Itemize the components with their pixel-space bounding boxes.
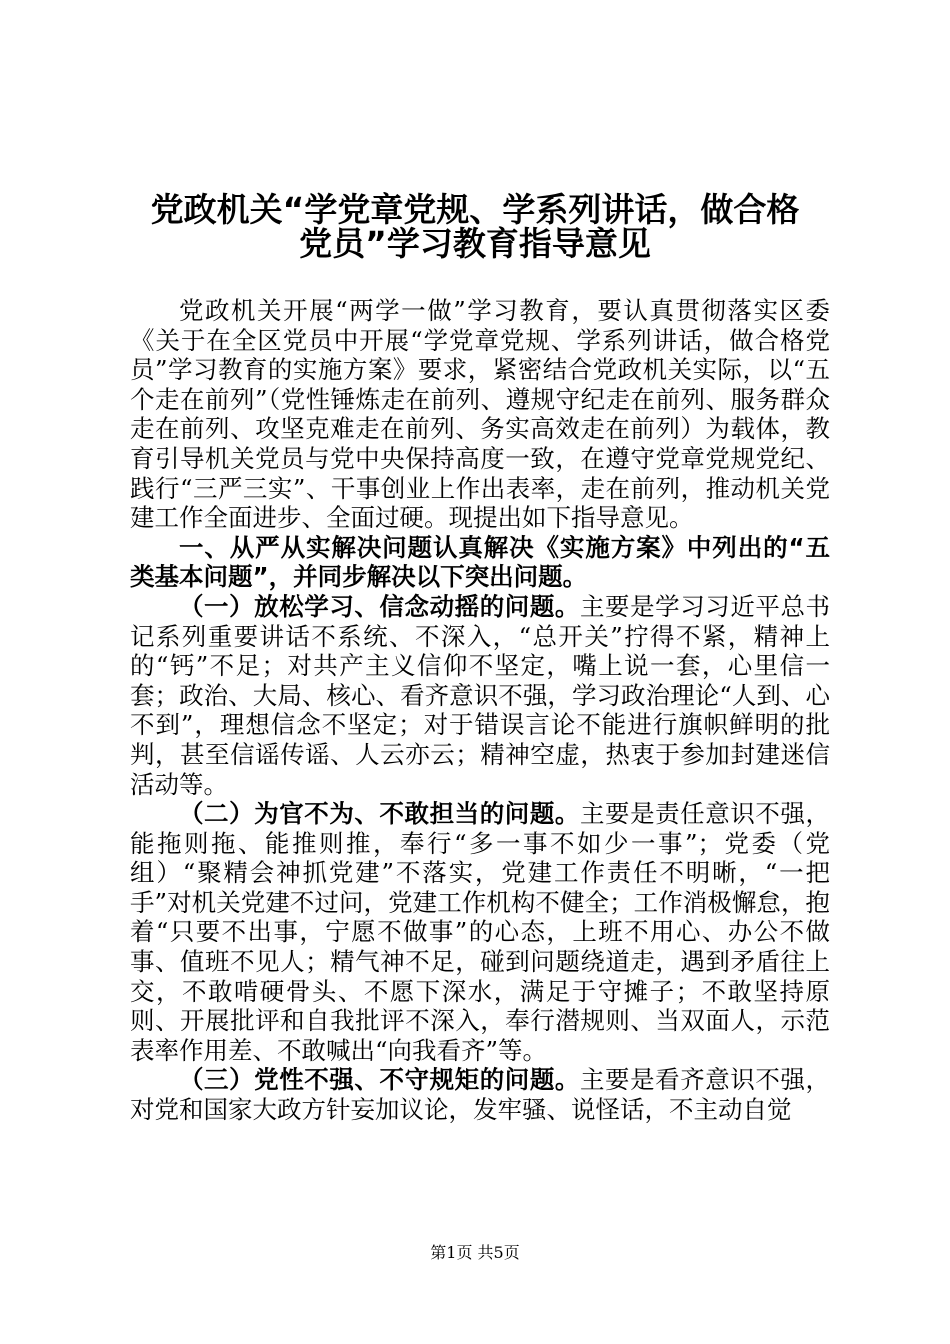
section-heading-1 <box>130 533 830 592</box>
subsection-1-text: 主要是学习习近平总书记系列重要讲话不系统、不深入，“总开关”拧得不紧，精神上的“钙”不足；对共产主义信仰不坚定，嘴上说一套，心里信一套；政治、大局、核心、看齐意识不强，学习政治理论“人到、心不到”，理想信念不坚定；对于错误言论不能进行旗帜鲜明的批判，甚至信谣传谣、人云亦云；精神空虚，热衷于参加封建迷信活动等。 <box>130 591 831 799</box>
intro-paragraph-text: 党政机关开展“两学一做”学习教育，要认真贯彻落实区委《关于在全区党员中开展“学党章党规、学系列讲话，做合格党员”学习教育的实施方案》要求，紧密结合党政机关实际，以“五个走在前列”（党性锤炼走在前列、遵规守纪走在前列、服务群众走在前列、攻坚克难走在前列、务实高效走在前列）为载体，教育引导机关党员与党中央保持高度一致，在遵守党章党规党纪、践行“三严三实”、干事创业上作出表率，走在前列，推动机关党建工作全面进步、全面过硬。现提出如下指导意见。 <box>130 296 830 533</box>
page-footer <box>0 1243 950 1263</box>
subsection-2-text: 主要是责任意识不强，能拖则拖、能推则推，奉行“多一事不如少一事”；党委（党组）“聚精会神抓党建”不落实，党建工作责任不明晰，“一把手”对机关党建不过问，党建工作机构不健全；工作消极懈怠，抱着“只要不出事，宁愿不做事”的心态，上班不用心、办公不做事、值班不见人；精气神不足，碰到问题绕道走，遇到矛盾往上交，不敢啃硬骨头、不愿下深水，满足于守摊子；不敢坚持原则、开展批评和自我批评不深入，奉行潜规则、当双面人，示范表率作用差、不敢喊出“向我看齐”等。 <box>130 799 831 1065</box>
intro-paragraph <box>130 296 830 533</box>
section-heading-1-text: 一、从严从实解决问题认真解决《实施方案》中列出的“五类基本问题”，并同步解决以下突出问题。 <box>130 532 830 592</box>
subsection-paragraph-3 <box>130 1065 830 1124</box>
subsection-paragraph-2 <box>130 799 830 1065</box>
document-title-line-2: 党员”学习教育指导意见 <box>299 224 651 263</box>
subsection-3-lead: （三）党性不强、不守规矩的问题。 <box>179 1065 580 1095</box>
subsection-1-lead: （一）放松学习、信念动摇的问题。 <box>179 591 580 621</box>
subsection-2-lead: （二）为官不为、不敢担当的问题。 <box>179 799 580 829</box>
document-body <box>130 296 830 1125</box>
document-title-line-1: 党政机关“学党章党规、学系列讲话，做合格 <box>150 190 800 229</box>
subsection-3-text: 主要是看齐意识不强，对党和国家大政方针妄加议论，发牢骚、说怪话，不主动自觉 <box>130 1065 831 1125</box>
subsection-paragraph-1 <box>130 592 830 799</box>
page-number: 第1页 共5页 <box>430 1243 520 1262</box>
